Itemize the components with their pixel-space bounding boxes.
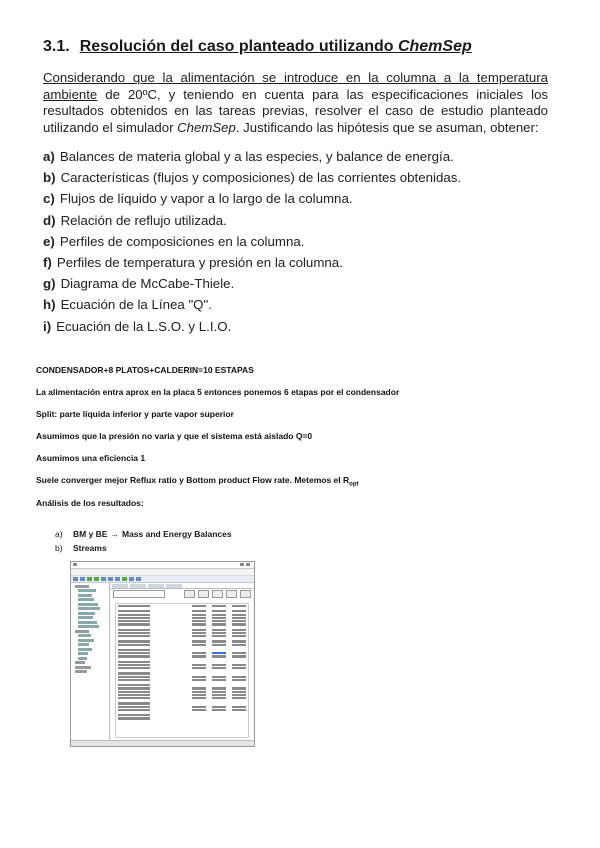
- screenshot-toolbar: [71, 576, 254, 583]
- analysis-list: [55, 527, 232, 555]
- task-item: h) Ecuación de la Línea "Q".: [43, 297, 212, 313]
- chemsep-screenshot: [70, 561, 255, 747]
- task-item: d) Relación de reflujo utilizada.: [43, 212, 227, 228]
- screenshot-results-panel: [111, 583, 253, 740]
- analysis-item: a) BM y BE → Mass and Energy Balances: [55, 529, 232, 539]
- screenshot-statusbar: [71, 740, 254, 746]
- screenshot-tree-panel: [71, 583, 110, 740]
- task-item: i) Ecuación de la L.S.O. y L.I.O.: [43, 318, 232, 334]
- analysis-title: Análisis de los resultados:: [36, 497, 144, 508]
- note-split: Split: parte líquida inferior y parte vapor superior: [36, 409, 234, 420]
- task-item: e) Perfiles de composiciones en la columna.: [43, 233, 305, 249]
- task-item: b) Características (flujos y composiciones) de las corrientes obtenidas.: [43, 170, 462, 186]
- section-heading: [43, 38, 472, 56]
- note-stages: CONDENSADOR+8 PLATOS+CALDERIN=10 ESTAPAS: [36, 365, 254, 375]
- task-item: a) Balances de materia global y a las especies, y balance de energía.: [43, 149, 454, 164]
- note-converge: Suele converger mejor Reflux ratio y Bottom product Flow rate. Metemos el $R_{opt}$: [36, 475, 359, 489]
- note-pressure: Asumimos que la presión no varia y que el sistema está aislado Q=0: [36, 431, 313, 442]
- note-feed: La alimentación entra aprox en la placa 5 entonces ponemos 6 etapas por el condensador: [36, 387, 400, 398]
- section-title-software: ChemSep: [397, 38, 472, 55]
- intro-paragraph: Considerando que la alimentación se introduce en la columna a la temperatura ambiente de 20ºC, y teniendo en cuenta para las especificaciones iniciales los resultados obtenidos en las tareas previas, resolver el caso de estudio planteado utilizando el simulador ChemSep. Justificando las hipótesis que se asuman, obtener:: [43, 70, 548, 135]
- section-title: Resolución del caso planteado utilizando ChemSep: [79, 38, 472, 55]
- note-efficiency: Asumimos una eficiencia 1: [36, 453, 146, 464]
- task-item: c) Flujos de líquido y vapor a lo largo de la columna.: [43, 191, 353, 207]
- task-list: [43, 146, 461, 337]
- screenshot-menubar: [71, 569, 254, 576]
- section-number: 3.1.: [43, 38, 70, 55]
- screenshot-results-table: [115, 603, 249, 738]
- task-item: g) Diagrama de McCabe-Thiele.: [43, 276, 235, 292]
- analysis-item: b) Streams: [55, 543, 107, 553]
- task-item: f) Perfiles de temperatura y presión en la columna.: [43, 254, 343, 270]
- notes-list: [36, 365, 399, 520]
- screenshot-titlebar: [71, 562, 254, 569]
- right-arrow-icon: →: [110, 529, 119, 539]
